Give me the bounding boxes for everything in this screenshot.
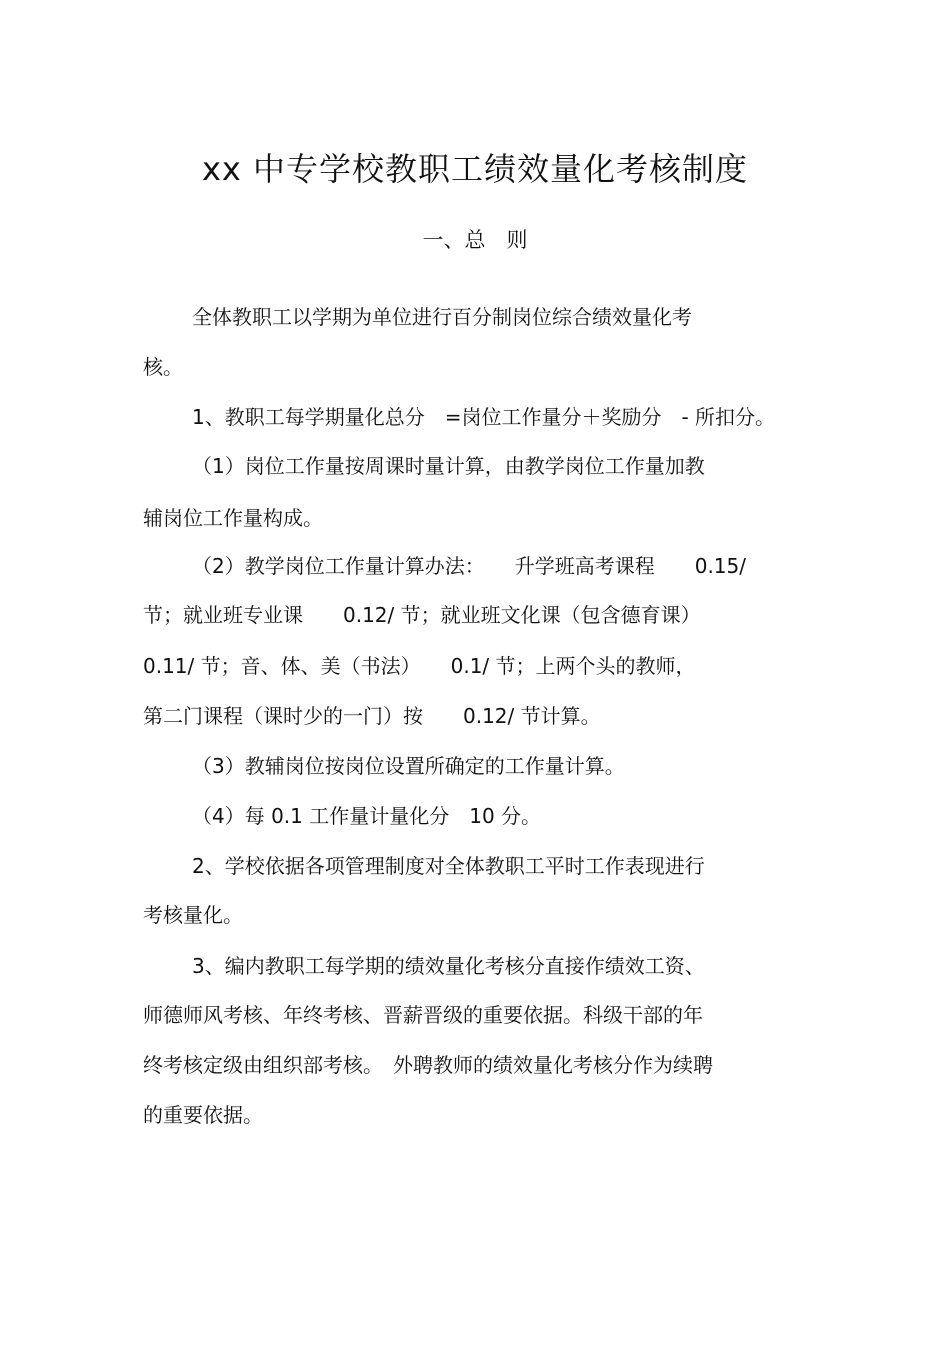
document-title: xx 中专学校教职工绩效量化考核制度 xyxy=(201,150,749,188)
paragraph-line: 1、教职工每学期量化总分 =岗位工作量分＋奖励分 - 所扣分。 xyxy=(192,405,776,429)
paragraph-line: 3、编内教职工每学期的绩效量化考核分直接作绩效工资、 xyxy=(192,954,705,978)
paragraph-line: （2）教学岗位工作量计算办法： 升学班高考课程 0.15/ xyxy=(192,554,746,578)
paragraph-line: 2、学校依据各项管理制度对全体教职工平时工作表现进行 xyxy=(192,854,705,878)
section-heading: 一、总 则 xyxy=(422,228,528,252)
paragraph-line: 的重要依据。 xyxy=(143,1103,263,1127)
paragraph-line: 全体教职工以学期为单位进行百分制岗位综合绩效量化考 xyxy=(192,305,692,329)
paragraph-line: （1）岗位工作量按周课时量计算，由教学岗位工作量加教 xyxy=(192,454,705,478)
paragraph-line: 0.11/ 节；音、体、美（书法） 0.1/ 节；上两个头的教师， xyxy=(143,654,696,678)
paragraph-line: 辅岗位工作量构成。 xyxy=(143,506,323,530)
paragraph-line: （4）每 0.1 工作量计量化分 10 分。 xyxy=(192,804,542,828)
paragraph-line: 师德师风考核、年终考核、晋薪晋级的重要依据。科级干部的年 xyxy=(143,1003,703,1027)
paragraph-line: 节；就业班专业课 0.12/ 节；就业班文化课（包含德育课） xyxy=(143,603,701,627)
paragraph-line: 考核量化。 xyxy=(143,903,243,927)
paragraph-line: （3）教辅岗位按岗位设置所确定的工作量计算。 xyxy=(192,754,625,778)
paragraph-line: 第二门课程（课时少的一门）按 0.12/ 节计算。 xyxy=(143,704,601,728)
paragraph-line: 核。 xyxy=(143,355,183,379)
paragraph-line: 终考核定级由组织部考核。 外聘教师的绩效量化考核分作为续聘 xyxy=(143,1053,713,1077)
